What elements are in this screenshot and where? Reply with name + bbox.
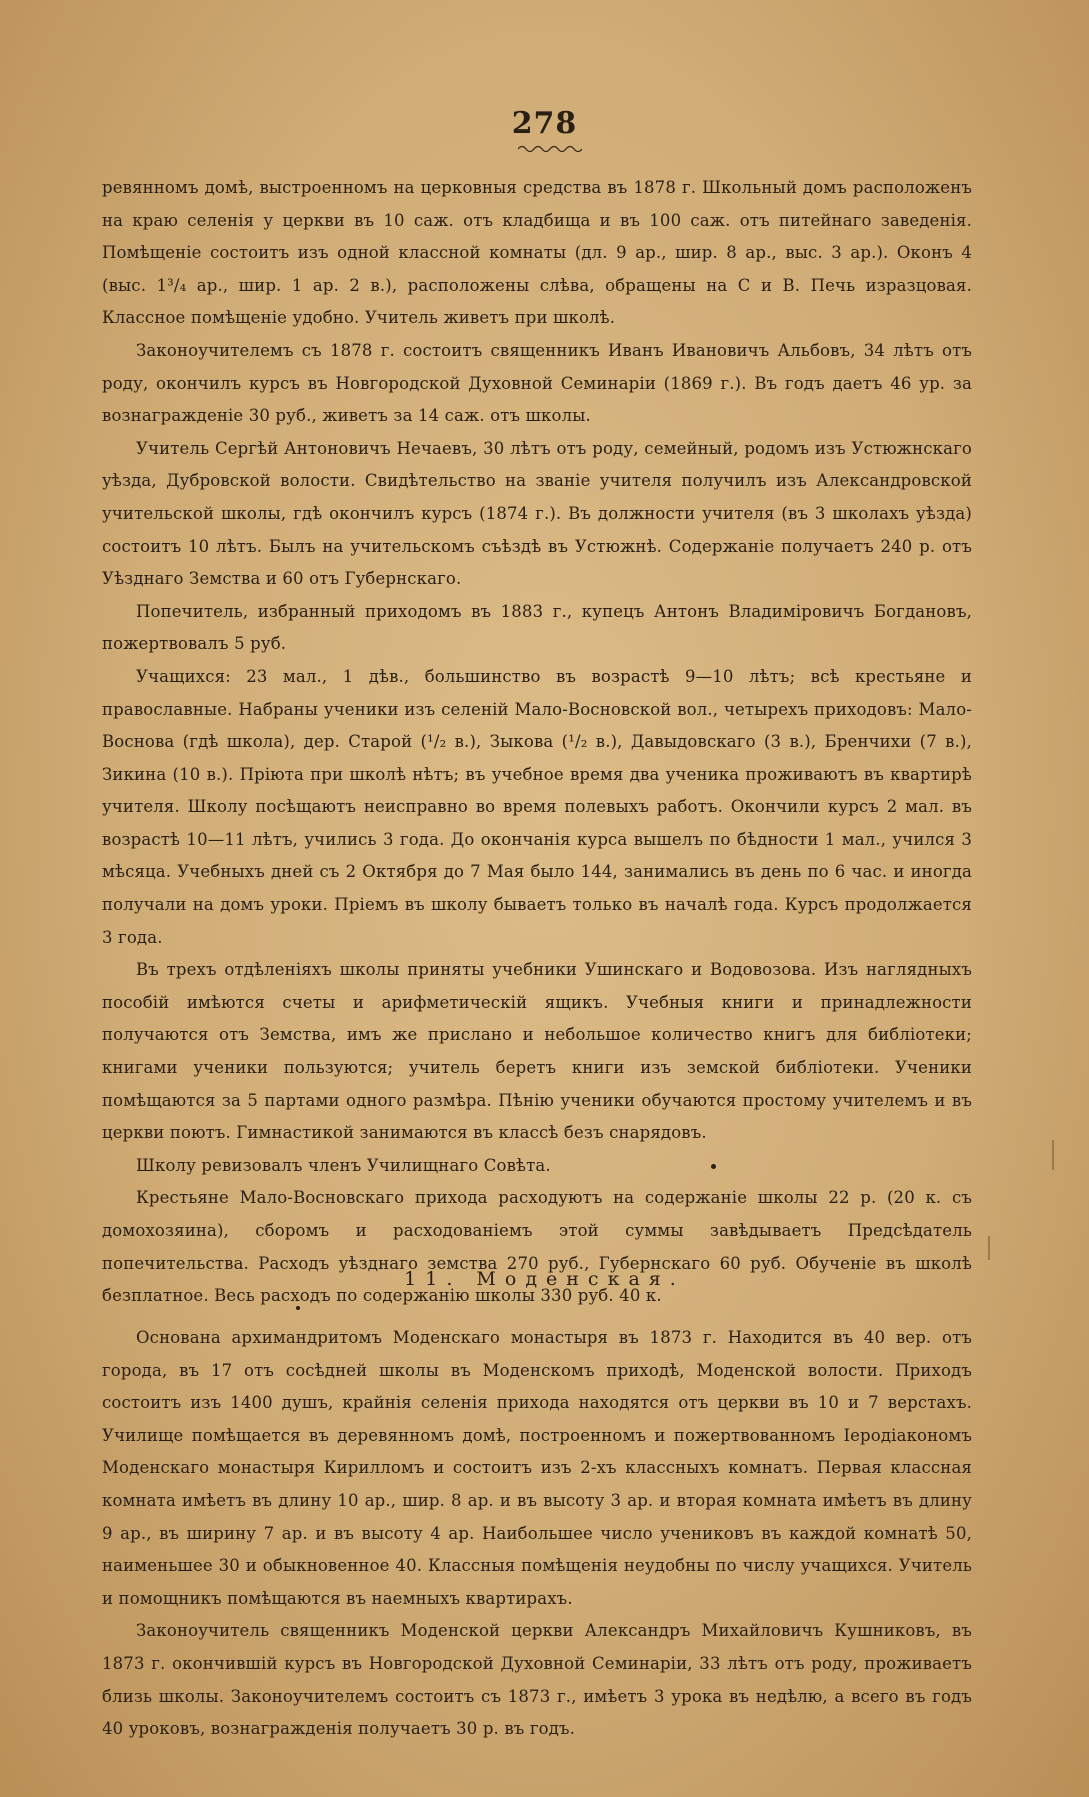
paragraph: Въ трехъ отдѣленіяхъ школы приняты учебники Ушинскаго и Водовозова. Изъ наглядныхъ пособій имѣются счеты и арифметическій ящикъ. Учебныя книги и принадлежности получаются отъ Земства, имъ же прислано и небольшое количество книгъ для библіотеки; книгами ученики пользуются; учитель беретъ книги изъ земской библіотеки. Ученики помѣщаются за 5 партами одного размѣра. Пѣнію ученики обучаются простому учителемъ и въ церкви поютъ. Гимнастикой занимаются въ классѣ безъ снарядовъ. — [102, 960, 972, 1143]
page-number: 278 — [511, 106, 578, 141]
text-block-1 — [102, 172, 972, 1313]
margin-mark — [1052, 1140, 1054, 1170]
paragraph: Законоучитель священникъ Моденской церкви Александръ Михайловичъ Кушниковъ, въ 1873 г. окончившій курсъ въ Новгородской Духовной Семинаріи, 33 лѣтъ отъ роду, проживаетъ близь школы. Законоучителемъ состоитъ съ 1873 г., имѣетъ 3 урока въ недѣлю, а всего въ годъ 40 уроковъ, вознагражденія получаетъ 30 р. въ годъ. — [102, 1621, 972, 1739]
paragraph: Учитель Сергѣй Антоновичъ Нечаевъ, 30 лѣтъ отъ роду, семейный, родомъ изъ Устюжнскаго уѣзда, Дубровской волости. Свидѣтельство на званіе учителя получилъ изъ Александровской учительской школы, гдѣ окончилъ курсъ (1874 г.). Въ должности учителя (въ 3 школахъ уѣзда) состоитъ 10 лѣтъ. Былъ на учительскомъ съѣздѣ въ Устюжнѣ. Содержаніе получаетъ 240 р. отъ Уѣзднаго Земства и 60 отъ Губернскаго. — [102, 438, 972, 589]
paragraph: ревянномъ домѣ, выстроенномъ на церковныя средства въ 1878 г. Школьный домъ расположенъ на краю селенія у церкви въ 10 саж. отъ кладбища и въ 100 саж. отъ питейнаго заведенія. Помѣщеніе состоитъ изъ одной классной комнаты (дл. 9 ар., шир. 8 ар., выс. 3 ар.). Оконъ 4 (выс. 1³/₄ ар., шир. 1 ар. 2 в.), расположены слѣва, обращены на С и В. Печь изразцовая. Классное помѣщеніе удобно. Учитель живетъ при школѣ. — [102, 178, 972, 328]
margin-mark — [988, 1236, 990, 1260]
paragraph: Законоучителемъ съ 1878 г. состоитъ священникъ Иванъ Ивановичъ Альбовъ, 34 лѣтъ отъ роду, окончилъ курсъ въ Новгородской Духовной Семинаріи (1869 г.). Въ годъ даетъ 46 ур. за вознагражденіе 30 руб., живетъ за 14 саж. отъ школы. — [102, 340, 972, 426]
paragraph: Попечитель, избранный приходомъ въ 1883 г., купецъ Антонъ Владиміровичъ Богдановъ, пожертвовалъ 5 руб. — [102, 601, 972, 654]
paragraph: Школу ревизовалъ членъ Училищнаго Совѣта. — [136, 1155, 551, 1175]
ornament-wave-icon — [518, 144, 582, 154]
ink-dot — [296, 1306, 300, 1310]
paragraph: Крестьяне Мало-Восновскаго прихода расходуютъ на содержаніе школы 22 р. (20 к. съ домохозяина), сборомъ и расходованіемъ этой суммы завѣдываетъ Предсѣдатель попечительства. Расходъ уѣзднаго земства 270 руб., Губернскаго 60 руб. Обученіе въ школѣ безплатное. Весь расходъ по содержанію школы 330 руб. 40 к. — [102, 1188, 972, 1306]
paragraph: Учащихся: 23 мал., 1 дѣв., большинство въ возрастѣ 9—10 лѣтъ; всѣ крестьяне и православные. Набраны ученики изъ селеній Мало-Восновской вол., четырехъ приходовъ: Мало-Воснова (гдѣ школа), дер. Старой (¹/₂ в.), Зыкова (¹/₂ в.), Давыдовскаго (3 в.), Бренчихи (7 в.), Зикина (10 в.). Пріюта при школѣ нѣтъ; въ учебное время два ученика проживаютъ въ квартирѣ учителя. Школу посѣщаютъ неисправно во время полевыхъ работъ. Окончили курсъ 2 мал. въ возрастѣ 10—11 лѣтъ, учились 3 года. До окончанія курса вышелъ по бѣдности 1 мал., учился 3 мѣсяца. Учебныхъ дней съ 2 Октября до 7 Мая было 144, занимались въ день по 6 час. и иногда получали на домъ уроки. Пріемъ въ школу бываетъ только въ началѣ года. Курсъ продолжается 3 года. — [102, 666, 972, 947]
ink-dot — [711, 1164, 716, 1169]
text-block-2 — [102, 1322, 972, 1746]
section-title: 11. Моденская. — [404, 1268, 685, 1290]
paragraph: Основана архимандритомъ Моденскаго монастыря въ 1873 г. Находится въ 40 вер. отъ города, въ 17 отъ сосѣдней школы въ Моденскомъ приходѣ, Моденской волости. Приходъ состоитъ изъ 1400 душъ, крайнія селенія прихода находятся отъ церкви въ 10 и 7 верстахъ. Училище помѣщается въ деревянномъ домѣ, построенномъ и пожертвованномъ Іеродіакономъ Моденскаго монастыря Кирилломъ и состоитъ изъ 2-хъ классныхъ комнатъ. Первая классная комната имѣетъ въ длину 10 ар., шир. 8 ар. и въ высоту 3 ар. и вторая комната имѣетъ въ длину 9 ар., въ ширину 7 ар. и въ высоту 4 ар. Наибольшее число учениковъ въ каждой комнатѣ 50, наименьшее 30 и обыкновенное 40. Классныя помѣщенія неудобны по числу учащихся. Учитель и помощникъ помѣщаются въ наемныхъ квартирахъ. — [102, 1328, 972, 1608]
